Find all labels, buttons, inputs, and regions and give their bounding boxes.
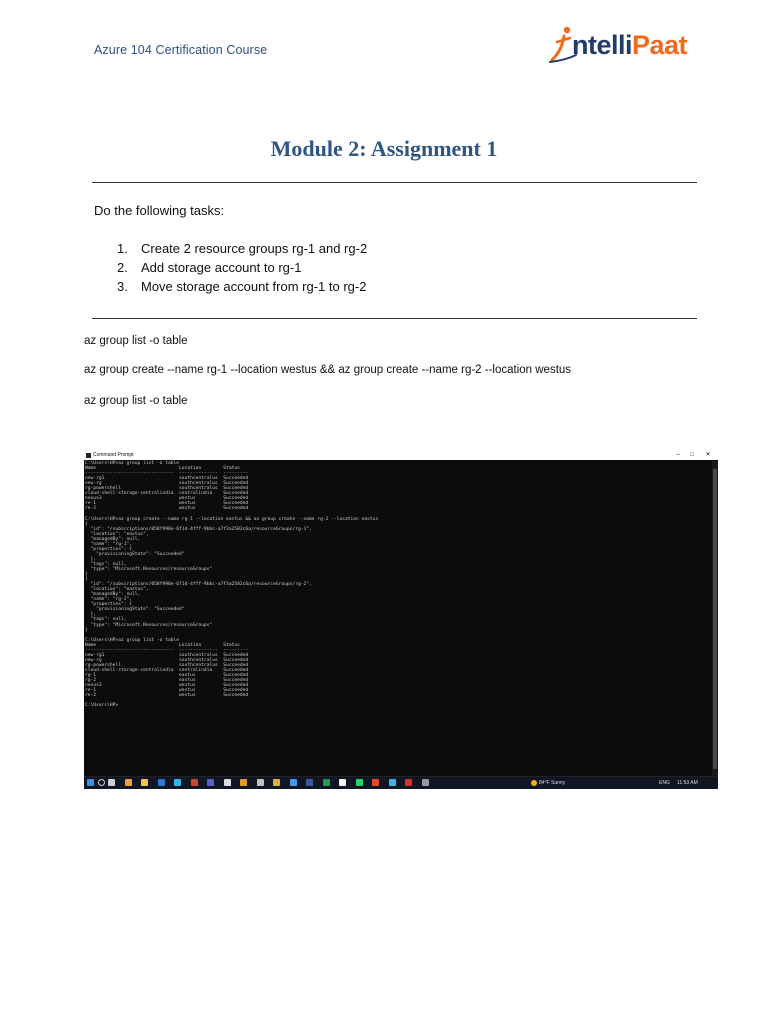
console-line: "managedBy": null, xyxy=(85,592,141,598)
course-title: Azure 104 Certification Course xyxy=(94,43,268,57)
console-line: { xyxy=(85,577,88,583)
app-icon-8[interactable] xyxy=(257,779,264,786)
console-line: re-1 westus Succeeded xyxy=(85,688,249,694)
console-line: } xyxy=(85,572,88,578)
console-line: "name": "rg-1", xyxy=(85,541,133,547)
app-icon-11[interactable] xyxy=(306,779,313,786)
console-line: new-rg1 southcentralus Succeeded xyxy=(85,652,249,658)
console-line: C:\Users\HP> xyxy=(85,703,119,709)
console-line: nexus3 westus Succeeded xyxy=(85,683,249,689)
console-scrollbar[interactable] xyxy=(712,461,718,777)
search-icon[interactable] xyxy=(98,779,105,786)
app-icon-10[interactable] xyxy=(290,779,297,786)
console-line: }, xyxy=(85,556,97,562)
app-icon-16[interactable] xyxy=(389,779,396,786)
console-line: rg-1 eastus Succeeded xyxy=(85,672,249,678)
console-line: nexus3 westus Succeeded xyxy=(85,496,249,502)
console-line: re-2 westus Succeeded xyxy=(85,506,249,512)
console-line: }, xyxy=(85,612,97,618)
close-icon[interactable]: ✕ xyxy=(705,452,711,458)
console-line: cloud-shell-storage-centralindia centralindia Succeeded xyxy=(85,667,249,673)
console-line: "provisioningState": "Succeeded" xyxy=(85,551,185,557)
app-icon-15[interactable] xyxy=(372,779,379,786)
command-line: az group list -o table xyxy=(84,395,188,407)
task-item: 2. Add storage account to rg-1 xyxy=(117,260,302,275)
windows-taskbar xyxy=(84,776,718,789)
language-indicator[interactable]: ENG xyxy=(659,780,670,786)
command-line: az group create --name rg-1 --location westus && az group create --name rg-2 --location westus xyxy=(84,364,572,376)
app-icon-7[interactable] xyxy=(240,779,247,786)
logo-wordmark: ntelliPaat xyxy=(572,30,688,60)
console-line: "managedBy": null, xyxy=(85,536,141,542)
page-title: Module 2: Assignment 1 xyxy=(270,136,498,161)
app-icon-14[interactable] xyxy=(356,779,363,786)
console-line: rg-2 eastus Succeeded xyxy=(85,678,249,684)
console-line: new-rg1 southcentralus Succeeded xyxy=(85,476,249,482)
command-prompt-icon xyxy=(86,453,91,458)
window-title: Command Prompt xyxy=(93,452,134,458)
task-item: 3. Move storage account from rg-1 to rg-2 xyxy=(117,279,367,294)
command-prompt-taskbar-icon[interactable] xyxy=(422,779,429,786)
console-line: "type": "Microsoft.Resources/resourceGroups" xyxy=(85,566,213,572)
tasks-heading: Do the following tasks: xyxy=(94,203,225,218)
console-line: rg-powershell southcentralus Succeeded xyxy=(85,486,249,492)
console-line: -------------------------------- -------------- --------- xyxy=(85,471,249,477)
console-line: Name Location Status xyxy=(85,466,240,472)
divider-bottom xyxy=(92,318,697,319)
task-item: 1. Create 2 resource groups rg-1 and rg-2 xyxy=(117,241,368,256)
console-line: "tags": null, xyxy=(85,561,127,567)
console-line: Name Location Status xyxy=(85,642,240,648)
task-view-icon[interactable] xyxy=(108,779,115,786)
console-line: { xyxy=(85,521,88,527)
command-prompt-screenshot xyxy=(84,451,718,789)
app-icon-13[interactable] xyxy=(339,779,346,786)
scrollbar-thumb[interactable] xyxy=(713,469,717,769)
console-line: "type": "Microsoft.Resources/resourceGroups" xyxy=(85,622,213,628)
console-line: } xyxy=(85,627,88,633)
console-line: "id": "/subscriptions/058f990e-6f1d-4fff-9bbc-a7f3a2582c6a/resourceGroups/rg-2", xyxy=(85,582,312,588)
file-explorer-icon[interactable] xyxy=(141,779,148,786)
minimize-icon[interactable]: – xyxy=(676,452,680,458)
console-line: new-rg southcentralus Succeeded xyxy=(85,481,249,487)
app-icon-1[interactable] xyxy=(125,779,132,786)
console-line: re-1 westus Succeeded xyxy=(85,501,249,507)
app-icon-3[interactable] xyxy=(174,779,181,786)
console-line: re-2 westus Succeeded xyxy=(85,693,249,699)
app-icon-2[interactable] xyxy=(158,779,165,786)
app-icon-17[interactable] xyxy=(405,779,412,786)
console-line: -------------------------------- -------------- --------- xyxy=(85,647,249,653)
console-line: "tags": null, xyxy=(85,617,127,623)
console-line: C:\Users\HP>az group list -o table xyxy=(85,637,180,643)
app-icon-9[interactable] xyxy=(273,779,280,786)
console-line: "id": "/subscriptions/058f990e-6f1d-4fff-9bbc-a7f3a2582c6a/resourceGroups/rg-1", xyxy=(85,526,312,532)
console-line: C:\Users\HP>az group create --name rg-1 --location eastus && az group create --name rg-2 --location eastus xyxy=(85,516,379,522)
console-output xyxy=(85,461,709,777)
console-line: C:\Users\HP>az group list -o table xyxy=(85,461,180,466)
clock[interactable]: 11:53 AM xyxy=(677,780,698,786)
task-list xyxy=(117,240,367,297)
app-icon-6[interactable] xyxy=(224,779,231,786)
command-line: az group list -o table xyxy=(84,335,188,347)
console-line: "location": "eastus", xyxy=(85,531,149,537)
console-line: cloud-shell-storage-centralindia centralindia Succeeded xyxy=(85,491,249,497)
console-line: new-rg southcentralus Succeeded xyxy=(85,657,249,663)
maximize-icon[interactable]: □ xyxy=(690,452,694,458)
intellipaat-logo xyxy=(548,24,712,66)
app-icon-5[interactable] xyxy=(207,779,214,786)
console-line: "properties": { xyxy=(85,602,133,608)
app-icon-12[interactable] xyxy=(323,779,330,786)
windows-start-icon[interactable] xyxy=(87,779,94,786)
console-line: rg-powershell southcentralus Succeeded xyxy=(85,662,249,668)
divider-top xyxy=(92,182,697,183)
sun-icon xyxy=(531,780,537,786)
console-line: "properties": { xyxy=(85,546,133,552)
app-icon-4[interactable] xyxy=(191,779,198,786)
weather-status[interactable]: 84°F Sunny xyxy=(531,779,565,787)
window-titlebar xyxy=(84,451,718,460)
console-line: "name": "rg-2", xyxy=(85,597,133,603)
console-line: "provisioningState": "Succeeded" xyxy=(85,607,185,613)
console-line: "location": "eastus", xyxy=(85,587,149,593)
